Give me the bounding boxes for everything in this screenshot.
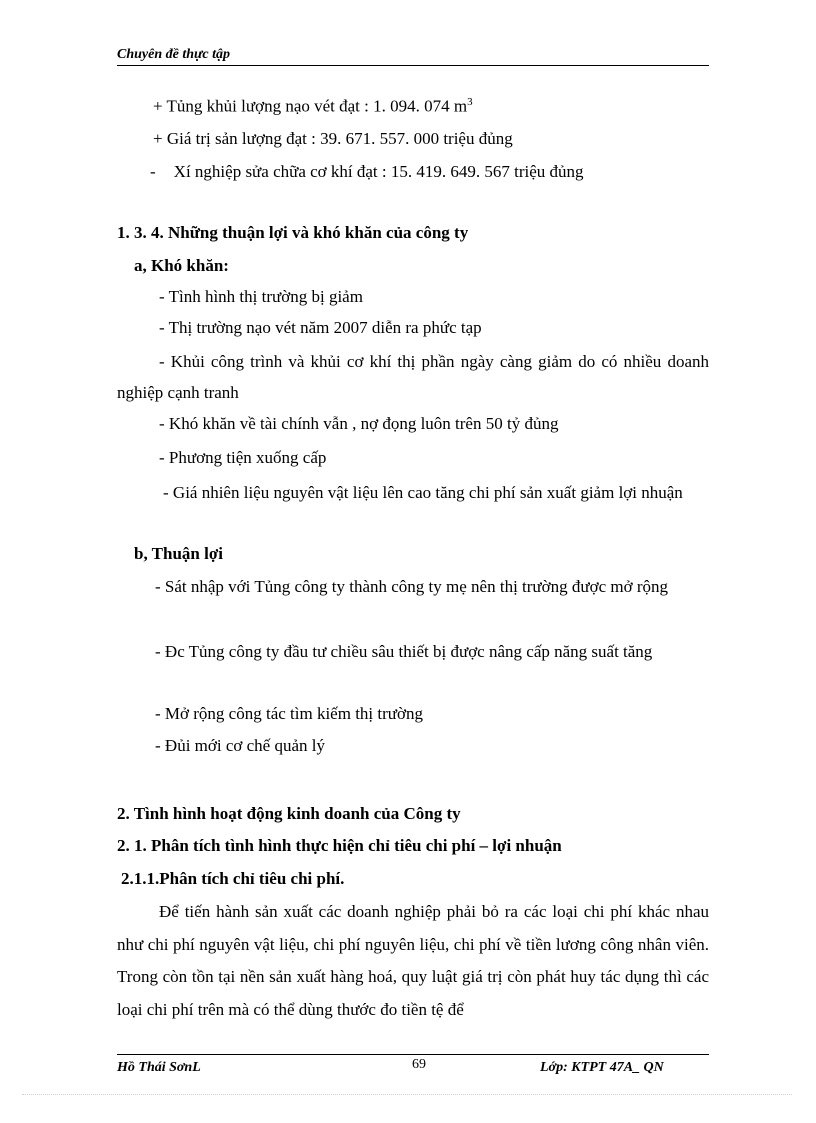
stat-workshop-text: Xí nghiệp sửa chữa cơ khí đạt : 15. 419. 649. 567 triệu đủng [173, 162, 584, 181]
advantage-item-4: - Đủi mới cơ chế quản lý [155, 736, 325, 755]
advantage-item-1: - Sát nhập với Tủng công ty thành công ty mẹ nên thị trường được mở rộng [155, 577, 668, 596]
stat-dash: - [150, 162, 156, 181]
difficulty-item-3: - Khủi công trình và khủi cơ khí thị phần ngày càng giảm do có nhiều doanh nghiệp cạnh tranh [117, 352, 709, 402]
stat-output-value: + Giá trị sản lượng đạt : 39. 671. 557. 000 triệu đủng [153, 129, 513, 148]
page-bottom-dotted-border [22, 1094, 792, 1095]
advantage-item-2: - Đc Tủng công ty đầu tư chiều sâu thiết bị được nâng cấp năng suất tăng [155, 642, 653, 661]
stat-dredging-volume-text: + Tủng khủi lượng nạo vét đạt : 1. 094. 074 m [153, 96, 468, 116]
page-header-title: Chuyên đề thực tập [117, 47, 709, 66]
superscript-3: 3 [467, 96, 473, 108]
section-heading-2: 2. Tình hình hoạt động kinh doanh của Công ty [117, 804, 461, 823]
footer-rule [117, 1054, 709, 1055]
subheading-advantages: b, Thuận lợi [134, 544, 223, 563]
page-number: 69 [412, 1057, 426, 1072]
difficulty-item-2: - Thị trường nạo vét năm 2007 diễn ra phức tạp [159, 318, 482, 337]
difficulty-item-4: - Khó khăn về tài chính vẫn , nợ đọng luôn trên 50 tỷ đủng [159, 414, 559, 433]
section-heading-1-3-4: 1. 3. 4. Những thuận lợi và khó khăn của công ty [117, 223, 469, 242]
section-heading-2-1: 2. 1. Phân tích tình hình thực hiện chỉ tiêu chi phí – lợi nhuận [117, 836, 562, 855]
difficulty-item-6: - Giá nhiên liệu nguyên vật liệu lên cao tăng chi phí sản xuất giảm lợi nhuận [163, 483, 683, 502]
stat-dredging-volume [153, 96, 473, 117]
stat-workshop-value [150, 162, 584, 182]
footer-class: Lớp: KTPT 47A_ QN [540, 1060, 664, 1075]
subheading-difficulties: a, Khó khăn: [134, 256, 229, 275]
footer-author: Hồ Thái SơnL [117, 1060, 201, 1075]
difficulty-item-5: - Phương tiện xuống cấp [159, 448, 327, 467]
section-heading-2-1-1: 2.1.1.Phân tích chỉ tiêu chi phí. [121, 869, 345, 888]
advantage-item-3: - Mở rộng công tác tìm kiếm thị trường [155, 704, 423, 723]
body-paragraph: Để tiến hành sản xuất các doanh nghiệp phải bỏ ra các loại chi phí khác nhau như chi phí nguyên vật liệu, chi phí nguyên liệu, chi phí về tiền lương công nhân viên. Trong còn tồn tại nền sản xuất hàng hoá, quy luật giá trị còn phát huy tác dụng thì các loại chi phí trên mà có thể dùng thước đo tiền tệ để [117, 902, 709, 1019]
difficulty-item-1: - Tình hình thị trường bị giảm [159, 287, 363, 306]
